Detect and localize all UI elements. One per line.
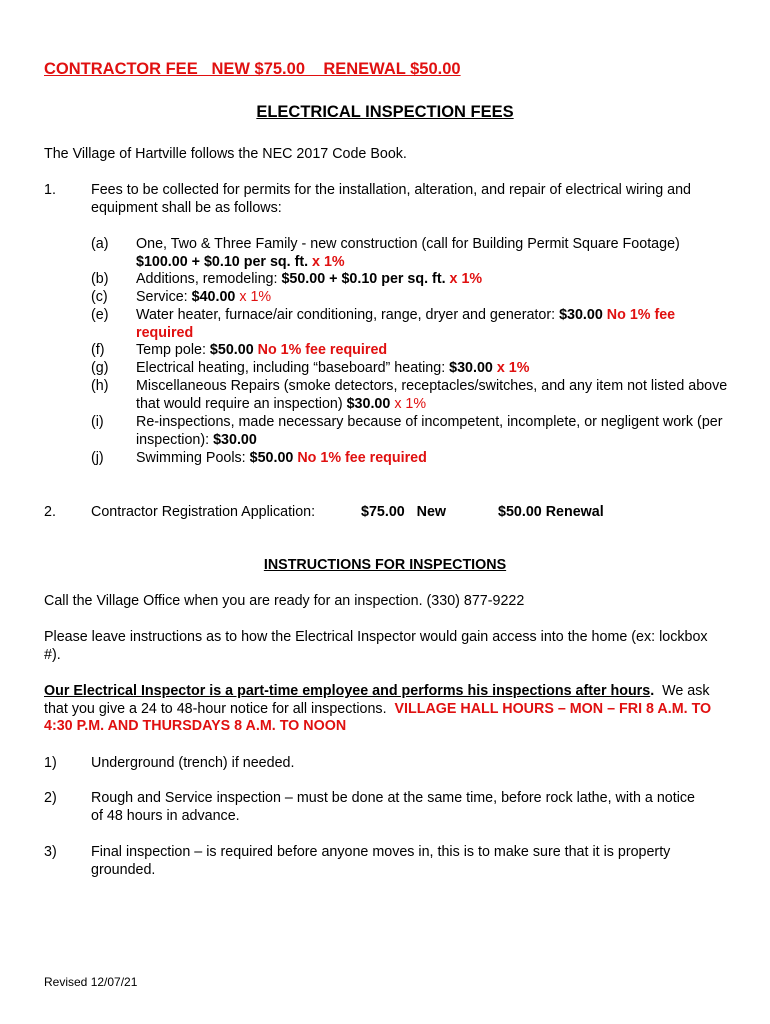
village-hall-hours: VILLAGE HALL HOURS – MON – FRI 8 A.M. TO 4:30 P.M. AND THURSDAYS 8 A.M. TO NOON <box>44 700 712 734</box>
inspector-part-time-note: Our Electrical Inspector is a part-time employee and performs his inspections after hours <box>44 683 651 699</box>
step-number: 3) <box>44 844 57 860</box>
step-text: Rough and Service inspection – must be done at the same time, before rock lathe, with a notice of 48 hours in advance. <box>91 790 695 824</box>
step-number: 2) <box>44 790 57 806</box>
fee-item-note: x 1% <box>390 395 427 412</box>
registration-new-fee: $75.00 New <box>361 504 447 520</box>
fee-item <box>136 307 730 342</box>
fee-item-note: x 1% <box>235 289 272 305</box>
fee-item <box>136 289 730 307</box>
fee-item-amount: $50.00 <box>209 342 254 358</box>
fee-item-label: (i) <box>91 414 104 430</box>
fee-item <box>136 378 730 413</box>
fee-item-note: No 1% fee required <box>253 342 388 358</box>
fee-item-note: No 1% fee required <box>293 450 427 466</box>
section-1-number: 1. <box>44 182 56 198</box>
access-instruction: Please leave instructions as to how the Electrical Inspector would gain access into the home (ex: lockbox #). <box>44 629 708 663</box>
fee-item-label: (b) <box>91 271 109 287</box>
section-2-number: 2. <box>44 504 56 520</box>
step-number: 1) <box>44 755 57 771</box>
fee-item <box>136 271 730 289</box>
registration-renewal-fee: $50.00 Renewal <box>498 504 604 520</box>
fee-item-label: (c) <box>91 289 108 305</box>
fee-item-label: (j) <box>91 450 104 466</box>
fee-item <box>136 414 730 449</box>
fee-item-text: One, Two & Three Family - new construction (call for Building Permit Square Footage) <box>136 236 680 252</box>
fee-item-text: Service: <box>136 289 192 305</box>
fee-item-amount: $30.00 <box>346 395 391 412</box>
fee-item-text: Temp pole: <box>136 342 210 358</box>
fee-item-amount: $40.00 <box>191 289 236 305</box>
intro-text: The Village of Hartville follows the NEC 2017 Code Book. <box>44 146 407 162</box>
fee-item-note: No 1% fee required <box>136 307 676 341</box>
fee-item-label: (f) <box>91 342 105 358</box>
fee-item-amount: $50.00 + $0.10 per sq. ft. <box>281 271 446 287</box>
fee-item <box>136 342 730 360</box>
fee-item <box>136 450 730 468</box>
fee-item-amount: $50.00 <box>249 450 294 466</box>
inspector-notice <box>44 683 722 736</box>
step-text: Underground (trench) if needed. <box>91 755 295 771</box>
notice-text: We ask that you give a 24 to 48-hour notice for all inspections. <box>44 683 714 717</box>
fee-item-amount: $30.00 <box>213 431 257 448</box>
fee-item-amount: $30.00 <box>559 307 603 323</box>
fee-item-amount: $100.00 + $0.10 per sq. ft. <box>136 253 309 270</box>
fee-item-label: (g) <box>91 360 109 376</box>
fee-item-note: x 1% <box>308 253 345 270</box>
call-instruction: Call the Village Office when you are ready for an inspection. (330) 877-9222 <box>44 593 525 609</box>
registration-label: Contractor Registration Application: <box>91 504 316 520</box>
fee-item <box>136 236 730 271</box>
fee-item-label: (a) <box>91 236 109 252</box>
fee-item-text: Electrical heating, including “baseboard” heating: <box>136 360 450 376</box>
inspector-period: . <box>650 683 655 699</box>
fee-item-text: Water heater, furnace/air conditioning, range, dryer and generator: <box>136 307 560 323</box>
fee-item-text: Re-inspections, made necessary because of incompetent, incomplete, or negligent work (per inspection): <box>136 414 723 448</box>
contractor-fee-heading: CONTRACTOR FEE NEW $75.00 RENEWAL $50.00 <box>44 60 461 78</box>
fee-item-label: (e) <box>91 307 109 323</box>
fee-item-amount: $30.00 <box>449 360 493 376</box>
instructions-title: INSTRUCTIONS FOR INSPECTIONS <box>263 557 507 573</box>
revised-date: Revised 12/07/21 <box>44 975 138 989</box>
fee-item-note: x 1% <box>445 271 483 287</box>
page-title: ELECTRICAL INSPECTION FEES <box>256 103 514 121</box>
section-1-text: Fees to be collected for permits for the installation, alteration, and repair of electrical wiring and equipment shall be as follows: <box>91 182 691 216</box>
fee-item-text: Miscellaneous Repairs (smoke detectors, receptacles/switches, and any item not listed above that would require an inspection) <box>136 378 728 412</box>
fee-item-note: x 1% <box>492 360 530 376</box>
fee-item <box>136 360 730 378</box>
step-text: Final inspection – is required before anyone moves in, this is to make sure that it is property grounded. <box>91 844 671 878</box>
fee-item-label: (h) <box>91 378 109 394</box>
fee-item-text: Swimming Pools: <box>136 450 250 466</box>
fee-item-text: Additions, remodeling: <box>136 271 282 287</box>
